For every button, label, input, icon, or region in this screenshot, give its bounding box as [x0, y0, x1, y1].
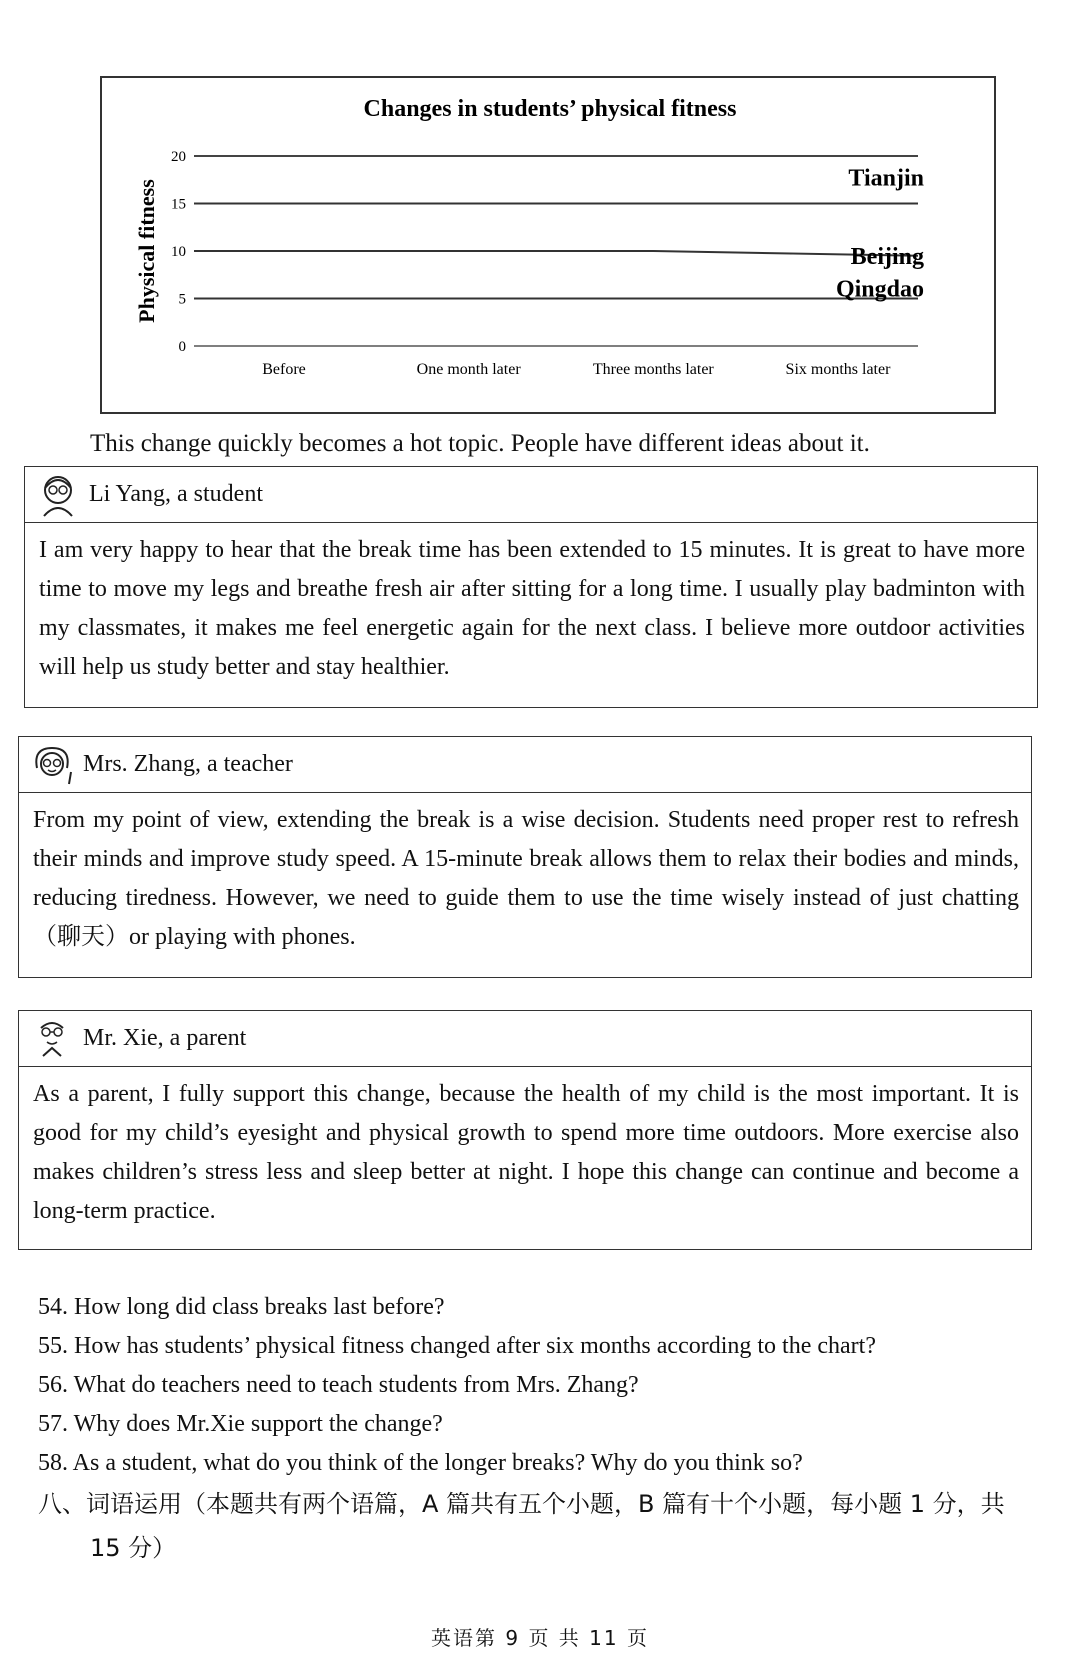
y-tick-label: 20	[171, 149, 186, 165]
opinion-header	[25, 467, 1037, 523]
opinion-box-teacher	[18, 736, 1032, 978]
speaker-label: Mr. Xie, a parent	[83, 1025, 247, 1051]
y-axis-label: Physical fitness	[134, 179, 159, 323]
opinion-box-student	[24, 466, 1038, 708]
question-56: 56. What do teachers need to teach students from Mrs. Zhang?	[38, 1372, 639, 1398]
y-tick-label: 15	[171, 196, 186, 213]
x-tick-label: Six months later	[785, 361, 891, 378]
x-tick-label: Three months later	[592, 361, 714, 378]
speaker-label: Li Yang, a student	[89, 481, 263, 507]
series-label-qingdao: Qingdao	[835, 276, 924, 303]
x-tick-label: Before	[262, 361, 306, 378]
page-footer: 英语第 9 页 共 11 页	[431, 1626, 649, 1650]
question-57: 57. Why does Mr.Xie support the change?	[38, 1411, 443, 1437]
intro-text: This change quickly becomes a hot topic. People have different ideas about it.	[90, 430, 870, 457]
teacher-avatar-icon	[29, 742, 75, 788]
series-label-beijing: Beijing	[850, 243, 924, 270]
section-heading	[38, 1482, 1058, 1570]
chart-title: Changes in students’ physical fitness	[363, 96, 737, 122]
opinion-text: I am very happy to hear that the break time has been extended to 15 minutes. It is great to have more time to move my legs and breathe fresh air after sitting for a long time. I usually play badminton with my classmates, it makes me feel energetic again for the next class. I believe more outdoor activities will help us study better and stay healthier.	[39, 537, 1025, 680]
series-label-tianjin: Tianjin	[848, 165, 924, 192]
x-tick-label: One month later	[416, 361, 521, 378]
y-tick-label: 5	[178, 291, 186, 308]
question-54: 54. How long did class breaks last before?	[38, 1294, 445, 1320]
opinion-header	[19, 1011, 1031, 1067]
opinion-text: As a parent, I fully support this change, because the health of my child is the most important. It is good for my child’s eyesight and physical growth to spend more time outdoors. More exercise also makes children’s stress less and sleep better at night. I hope this change can continue and become a long-term practice.	[33, 1081, 1019, 1224]
opinion-text: From my point of view, extending the break is a wise decision. Students need proper rest to refresh their minds and improve study speed. A 15-minute break allows them to relax their bodies and minds, reducing tiredness. However, we need to guide them to use the time wisely instead of just chatting（聊天）or playing with phones.	[33, 807, 1019, 950]
parent-avatar-icon	[29, 1016, 75, 1062]
question-list	[38, 1288, 876, 1483]
opinion-box-parent	[18, 1010, 1032, 1250]
series-line-beijing	[194, 251, 918, 256]
opinion-header	[19, 737, 1031, 793]
chart-svg	[102, 78, 998, 416]
y-tick-label: 10	[171, 244, 186, 260]
section-heading-line2: 15 分）	[90, 1534, 177, 1562]
speaker-label: Mrs. Zhang, a teacher	[83, 751, 293, 777]
question-55: 55. How has students’ physical fitness changed after six months according to the chart?	[38, 1333, 876, 1359]
question-58: 58. As a student, what do you think of the longer breaks? Why do you think so?	[38, 1450, 803, 1476]
student-avatar-icon	[35, 472, 81, 518]
chart	[100, 76, 996, 414]
y-tick-label: 0	[178, 339, 186, 355]
section-heading-line1: 八、词语运用（本题共有两个语篇，A 篇共有五个小题，B 篇有十个小题，每小题 1 分，共	[38, 1490, 1005, 1518]
